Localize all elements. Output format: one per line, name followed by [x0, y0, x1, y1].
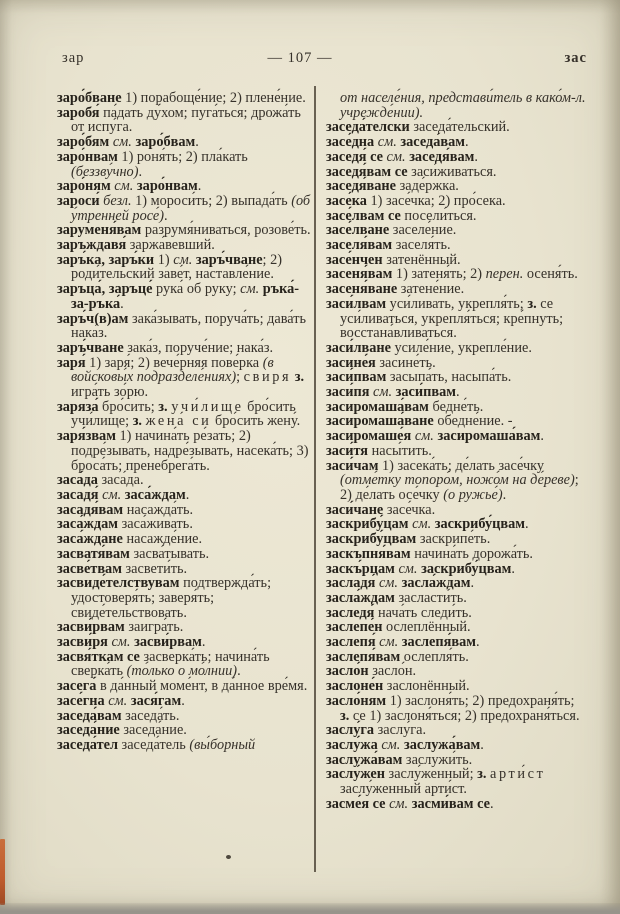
- entry-text: перен.: [485, 266, 524, 283]
- entry-text: (отме́тку топоро́м, ножо́м на де́реве): [340, 472, 575, 489]
- dictionary-entry: [326, 797, 586, 812]
- entry-headword: заса́ждане: [57, 531, 123, 548]
- entry-text: см.: [377, 736, 404, 753]
- header-keyword-left: зар: [62, 50, 85, 66]
- entry-headword: заро́нвам: [136, 178, 198, 195]
- entry-headword: заслоне́н: [326, 678, 384, 695]
- dictionary-entry: [57, 194, 311, 223]
- entry-text: .: [201, 634, 206, 651]
- dictionary-entry: [57, 635, 311, 650]
- entry-text: заседа́тельский.: [409, 119, 510, 136]
- entry-text: з.: [132, 413, 146, 430]
- entry-text: подтвержда́ть; удостоверя́ть; заверя́ть; свиде́тельствовать.: [71, 575, 272, 621]
- entry-headword: заси́лвам: [326, 295, 387, 312]
- entry-text: см.: [375, 575, 402, 592]
- entry-text: см.: [98, 486, 125, 503]
- entry-text: 1) порабоще́ние; 2) плене́ние.: [121, 90, 306, 106]
- entry-headword: заръ́ка, заръ́ки: [57, 251, 155, 268]
- entry-headword: засега́: [57, 678, 97, 695]
- dictionary-entry: [57, 312, 311, 341]
- dictionary-entry: [326, 635, 586, 650]
- dictionary-entry: [57, 723, 311, 738]
- entry-text: ;: [236, 369, 244, 386]
- entry-headword: заси́чам: [326, 457, 379, 474]
- entry-text: .: [138, 163, 143, 180]
- entry-text: .: [489, 795, 494, 812]
- column-divider: [314, 86, 316, 872]
- dictionary-entry: [326, 591, 586, 606]
- entry-headword: заси́пя: [326, 384, 370, 401]
- entry-headword: засло́ням: [326, 692, 387, 709]
- entry-text: бро́сить;: [98, 398, 159, 415]
- dictionary-entry: [57, 282, 311, 311]
- entry-text: заси́живаться.: [407, 163, 497, 180]
- entry-text: .: [185, 486, 190, 503]
- entry-text: .: [502, 486, 507, 503]
- entry-headword: засвиде́телствувам: [57, 575, 180, 592]
- entry-headword: заръца́, заръце́: [57, 281, 153, 298]
- entry-text: (беззву́чно): [71, 163, 139, 180]
- entry-text: (в войсковы́х подразделе́ниях): [71, 354, 274, 386]
- entry-text: .: [474, 148, 478, 165]
- entry-headword: заси́тя: [326, 442, 369, 459]
- entry-text: 1) засе́чка; 2) про́сека.: [366, 192, 506, 209]
- entry-text: нача́ть следи́ть.: [374, 604, 472, 621]
- entry-text: 1) заслоня́ть; 2) предохраня́ть;: [386, 692, 575, 709]
- entry-headword: засадя́: [57, 486, 99, 503]
- entry-headword: засиромаша́ване: [326, 413, 434, 430]
- entry-headword: заскрибу́цвам: [326, 531, 417, 548]
- entry-headword: заслужа́вам: [403, 736, 481, 753]
- entry-text: .: [237, 663, 241, 680]
- ink-dot: [226, 855, 231, 859]
- entry-text: заржа́вевший.: [126, 237, 215, 254]
- dictionary-entry: [326, 194, 586, 209]
- entry-text: се 1) заслоня́ться; 2) предохраня́ться.: [349, 707, 580, 724]
- dictionary-entry: [57, 620, 311, 635]
- entry-headword: засиромаша́вам: [326, 398, 429, 415]
- entry-text: засыпа́ть, насыпа́ть.: [386, 369, 512, 386]
- dictionary-entry: [57, 238, 311, 253]
- entry-headword: заса́ждам: [57, 516, 119, 533]
- entry-text: разрумя́ниваться, розове́ть.: [141, 222, 311, 239]
- entry-text: засине́ть.: [375, 354, 436, 371]
- entry-text: заседа́ние.: [119, 722, 187, 739]
- entry-text: 1): [154, 251, 174, 268]
- entry-text: з.: [340, 707, 350, 724]
- entry-headword: заса́да: [57, 472, 98, 489]
- entry-text: см.: [110, 178, 137, 195]
- scan-bottom-edge: [0, 903, 620, 914]
- entry-text: .: [464, 134, 469, 151]
- entry-text: см.: [394, 560, 422, 577]
- entry-headword: засе́дна: [326, 134, 375, 151]
- entry-text: па́дать ду́хом; пуга́ться; дрожа́ть от испу́га.: [71, 104, 301, 136]
- entry-headword: засви́рвам: [134, 634, 202, 651]
- entry-headword: засе́лване: [326, 222, 390, 239]
- dictionary-entry: [57, 179, 311, 194]
- entry-headword: засеня́вам: [326, 266, 393, 283]
- entry-headword: заслу́га: [326, 722, 375, 739]
- entry-headword: засватя́вам: [57, 545, 130, 562]
- entry-text: (вы́борный: [189, 736, 256, 753]
- entry-text: 1) затеня́ть; 2): [392, 266, 486, 283]
- entry-headword: засадя́вам: [57, 501, 124, 518]
- entry-text: (о ружье́): [443, 486, 503, 503]
- entry-headword: заси́лване: [326, 339, 391, 356]
- dictionary-entry: [326, 444, 586, 459]
- dictionary-entry: [57, 547, 311, 562]
- dictionary-entry: [57, 562, 311, 577]
- dictionary-entry: [326, 576, 586, 591]
- entry-text: безл.: [99, 192, 132, 209]
- dictionary-entry: [326, 267, 586, 282]
- dictionary-entry: [326, 532, 586, 547]
- entry-text: заседа́ть.: [121, 707, 180, 724]
- entry-headword: зароси́: [57, 192, 100, 209]
- entry-text: насажде́ние.: [122, 531, 203, 548]
- entry-text: 1) мороси́ть; 2) выпада́ть: [131, 192, 292, 209]
- dictionary-entry: [57, 738, 311, 753]
- entry-headword: заскъпня́вам: [326, 545, 411, 562]
- entry-text: заслу́га.: [374, 722, 427, 739]
- entry-text: заслу́женный арти́ст.: [340, 781, 467, 798]
- column-left: [57, 91, 311, 753]
- entry-text: .: [475, 634, 480, 651]
- entry-text: засверка́ть; начина́ть сверка́ть: [71, 648, 270, 680]
- entry-text: заслужи́ть.: [402, 751, 473, 768]
- dictionary-entry: [57, 106, 311, 135]
- entry-text: бро́сить жену́.: [211, 413, 301, 430]
- entry-text: см.: [374, 134, 401, 151]
- dictionary-entry: [326, 297, 586, 341]
- dictionary-entry: [57, 429, 311, 473]
- entry-text: затене́ние.: [397, 281, 465, 298]
- dictionary-entry: [57, 135, 311, 150]
- entry-text: .: [525, 516, 529, 533]
- dictionary-entry: [326, 341, 586, 356]
- dictionary-entry: [57, 473, 311, 488]
- entry-headword: заробя́: [57, 104, 100, 121]
- entry-text: см.: [408, 516, 435, 533]
- entry-headword: заръждавя́: [57, 237, 127, 254]
- entry-text: см.: [369, 384, 396, 401]
- entry-text: см.: [382, 148, 410, 165]
- entry-text: (то́лько о мо́лнии): [126, 663, 238, 680]
- entry-text: осеня́ть.: [523, 266, 578, 283]
- entry-text: см.: [109, 134, 136, 151]
- entry-headword: заси́пвам: [326, 369, 387, 386]
- entry-headword: заслепя́: [326, 634, 376, 651]
- entry-text: ; 2) де́лать осе́чку: [340, 472, 579, 503]
- entry-headword: засла́ждам: [401, 575, 471, 592]
- entry-text: заседа́тель: [117, 736, 190, 753]
- entry-text: .: [455, 384, 460, 401]
- dictionary-entry: [57, 223, 311, 238]
- entry-text: .: [480, 736, 484, 753]
- dictionary-entry: [57, 679, 311, 694]
- entry-headword: засе́ка: [326, 192, 367, 209]
- entry-text: усиле́ние, укрепле́ние.: [390, 339, 532, 356]
- entry-headword: заръ́чване: [57, 339, 124, 356]
- dictionary-entry: [57, 517, 311, 532]
- entry-headword: заро́бвам: [135, 134, 196, 151]
- entry-text: посели́ться.: [400, 207, 477, 224]
- entry-text: заселе́ние.: [389, 222, 457, 239]
- entry-text: зака́зывать, поруча́ть; дава́ть нака́з.: [71, 310, 307, 342]
- dictionary-entry: [57, 650, 311, 679]
- dictionary-entry: [57, 576, 311, 620]
- entry-headword: зася́гам: [130, 692, 182, 709]
- page-header: [0, 50, 620, 70]
- dictionary-entry: [326, 238, 586, 253]
- entry-headword: заръ́ч(в)ам: [57, 310, 129, 327]
- entry-text: начина́ть дорожа́ть.: [410, 545, 534, 562]
- entry-text: ослеплённый.: [382, 619, 471, 636]
- entry-text: засласти́ть.: [394, 589, 467, 606]
- entry-text: заде́ржка.: [396, 178, 459, 195]
- entry-text: ослепля́ть.: [400, 648, 469, 665]
- dictionary-entry: [326, 694, 586, 723]
- entry-text: 1) начина́ть ре́зать; 2) подре́зывать, надре́зывать, насека́ть; 3) броса́ть; пренебрега́ть.: [71, 428, 309, 474]
- entry-text: см.: [173, 251, 193, 268]
- entry-headword: заряза́: [57, 398, 99, 415]
- entry-headword: заседа́телски: [326, 119, 410, 136]
- entry-headword: засло́н: [326, 663, 369, 680]
- dictionary-entry: [326, 429, 586, 444]
- entry-text: .: [195, 134, 199, 151]
- dictionary-entry: [326, 547, 586, 562]
- dictionary-entry: [326, 135, 586, 150]
- dictionary-entry: [326, 150, 586, 165]
- entry-headword: засине́я: [326, 354, 376, 371]
- entry-headword: заря́звам: [57, 428, 116, 445]
- dictionary-entry: [57, 253, 311, 282]
- entry-headword: заслу́жен: [326, 766, 385, 783]
- dictionary-entry: [326, 120, 586, 135]
- entry-text: зака́з, поруче́ние; нака́з.: [123, 339, 274, 356]
- entry-headword: заруменя́вам: [57, 222, 142, 239]
- dictionary-entry: [326, 517, 586, 532]
- entry-headword: засла́ждам: [326, 589, 395, 606]
- entry-text: уси́ливать, укрепля́ть;: [386, 295, 528, 312]
- entry-text: заса́живать.: [118, 516, 193, 533]
- entry-text: см.: [385, 795, 412, 812]
- column-right: [326, 91, 586, 811]
- dictionary-entry: [326, 679, 586, 694]
- dictionary-entry: [57, 341, 311, 356]
- dictionary-entry: [57, 91, 311, 106]
- dictionary-entry: [326, 767, 586, 796]
- entry-text: игра́ть зо́рю.: [71, 384, 149, 401]
- dictionary-entry: [326, 738, 586, 753]
- entry-text: рука́ об руку;: [152, 281, 241, 298]
- page-edge-red-strip: [0, 839, 5, 905]
- dictionary-entry: [326, 459, 586, 503]
- entry-headword: засладя́: [326, 575, 376, 592]
- entry-headword: засве́твам: [57, 560, 122, 577]
- entry-text: см.: [104, 692, 131, 709]
- entry-text: насы́тить.: [368, 442, 432, 459]
- dictionary-entry: [326, 282, 586, 297]
- dictionary-entry: [57, 532, 311, 547]
- entry-headword: засми́вам се: [411, 795, 490, 812]
- entry-headword: заседя́вам: [409, 148, 475, 165]
- entry-text: бро́сить учи́лище;: [71, 398, 296, 430]
- entry-headword: заръ́чване: [195, 251, 263, 268]
- entry-headword: заседя́ване: [326, 178, 396, 195]
- entry-text: заселя́ть.: [392, 237, 451, 254]
- entry-text: .: [470, 575, 475, 592]
- dictionary-entry: [57, 150, 311, 179]
- entry-text: засва́тывать.: [129, 545, 210, 562]
- entry-headword: заседа́ние: [57, 722, 120, 739]
- entry-text: .: [540, 428, 544, 445]
- entry-headword: ръка́-за-ръка́: [71, 281, 300, 312]
- entry-headword: заскрибу́цвам: [421, 560, 512, 577]
- entry-headword: засвя́ткам се: [57, 648, 140, 665]
- entry-headword: заслужа́вам: [326, 751, 403, 768]
- entry-text: .: [511, 560, 515, 577]
- entry-text: засло́н.: [368, 663, 417, 680]
- entry-text: з.: [477, 766, 491, 783]
- entry-text: арти́ст: [490, 766, 546, 783]
- entry-headword: заскрибу́цам: [326, 516, 409, 533]
- dictionary-entry: [326, 664, 586, 679]
- entry-headword: заслепя́вам: [401, 634, 476, 651]
- entry-headword: заслепя́вам: [326, 648, 401, 665]
- entry-headword: засе́гна: [57, 692, 105, 709]
- entry-headword: заседя́вам се: [326, 163, 408, 180]
- entry-headword: заслепе́н: [326, 619, 383, 636]
- entry-text: (об у́тренней росе́): [71, 192, 311, 224]
- entry-text: см.: [107, 634, 135, 651]
- entry-headword: заси́пвам: [395, 384, 456, 401]
- entry-text: з.: [291, 369, 305, 386]
- entry-headword: заскрибу́цвам: [434, 516, 526, 533]
- dictionary-entry: [57, 400, 311, 429]
- entry-headword: засви́рвам: [57, 619, 125, 636]
- dictionary-entry: [326, 179, 586, 194]
- entry-text: заскрипе́ть.: [416, 531, 491, 548]
- entry-text: учи́лище: [171, 398, 244, 415]
- page-number: — 107 —: [267, 50, 333, 66]
- entry-text: в да́нный моме́нт, в да́нное вре́мя.: [96, 678, 308, 695]
- dictionary-entry: [326, 91, 586, 120]
- entry-text: .: [197, 178, 202, 195]
- entry-headword: заря́: [57, 354, 86, 371]
- entry-text: насажда́ть.: [123, 501, 194, 518]
- entry-text: з.: [527, 295, 537, 312]
- entry-headword: заселя́вам: [326, 237, 393, 254]
- entry-text: .: [163, 207, 168, 224]
- entry-headword: заслу́жа: [326, 736, 378, 753]
- entry-text: 1) роня́ть; 2) пла́кать: [117, 148, 248, 165]
- entry-text: засе́чка.: [383, 501, 436, 518]
- entry-text: засвети́ть.: [121, 560, 188, 577]
- entry-text: заигра́ть.: [124, 619, 184, 636]
- entry-headword: заседа́вам: [400, 134, 465, 151]
- entry-headword: засе́лвам се: [326, 207, 401, 224]
- entry-text: заслонённый.: [383, 678, 470, 695]
- entry-text: заслу́женный;: [384, 766, 478, 783]
- entry-text: от населе́ния, представи́тель в како́м-л. учрежде́нии).: [340, 90, 586, 121]
- entry-text: бедне́ть.: [428, 398, 484, 415]
- entry-text: 1) засека́ть; де́лать засе́чку: [378, 457, 545, 474]
- entry-headword: заро́ням: [57, 178, 111, 195]
- entry-headword: заро́бване: [57, 90, 122, 106]
- dictionary-entry: [57, 694, 311, 709]
- entry-headword: заса́ждам: [124, 486, 186, 503]
- entry-headword: заседя́ се: [326, 148, 383, 165]
- entry-text: свиря: [243, 369, 292, 386]
- entry-text: ; 2) роди́тельский заве́т, наставле́ние.: [71, 251, 283, 283]
- header-keyword-right: зас: [564, 50, 587, 66]
- dictionary-entry: [326, 620, 586, 635]
- entry-headword: заро́бям: [57, 134, 110, 151]
- entry-text: см.: [411, 428, 438, 445]
- dictionary-entry: [326, 223, 586, 238]
- entry-headword: заседа́тел: [57, 736, 118, 753]
- entry-text: .: [181, 692, 185, 709]
- entry-headword: заследя́: [326, 604, 375, 621]
- entry-headword: засиромаше́я: [326, 428, 412, 445]
- dictionary-entry: [326, 562, 586, 577]
- entry-text: обедне́ние. -: [433, 413, 513, 430]
- entry-text: .: [120, 295, 124, 312]
- entry-text: заса́да.: [97, 472, 144, 489]
- entry-headword: заседа́вам: [57, 707, 122, 724]
- entry-text: 1) заря́; 2) вече́рняя пове́рка: [85, 354, 263, 371]
- entry-text: затенённый.: [382, 251, 461, 268]
- dictionary-entry: [326, 414, 586, 429]
- dictionary-entry: [326, 723, 586, 738]
- entry-headword: засиромаша́вам: [437, 428, 541, 445]
- entry-text: се уси́ливаться, укрепля́ться; кре́пнуть; восстана́вливаться.: [340, 295, 564, 342]
- entry-headword: засме́я се: [326, 795, 386, 812]
- entry-headword: заси́чане: [326, 501, 384, 518]
- dictionary-entry: [326, 385, 586, 400]
- dictionary-entry: [326, 370, 586, 385]
- entry-text: см.: [375, 634, 402, 651]
- entry-headword: заро́нвам: [57, 148, 118, 165]
- entry-headword: заскъ́рцам: [326, 560, 395, 577]
- entry-headword: засе́нчен: [326, 251, 383, 268]
- entry-headword: засеня́ване: [326, 281, 398, 298]
- entry-headword: засви́ря: [57, 634, 108, 651]
- dictionary-entry: [57, 356, 311, 400]
- dictionary-entry: [326, 165, 586, 180]
- entry-text: см.: [240, 281, 260, 298]
- entry-text: жена́ си: [145, 413, 212, 430]
- entry-text: з.: [158, 398, 172, 415]
- dictionary-entry: [57, 488, 311, 503]
